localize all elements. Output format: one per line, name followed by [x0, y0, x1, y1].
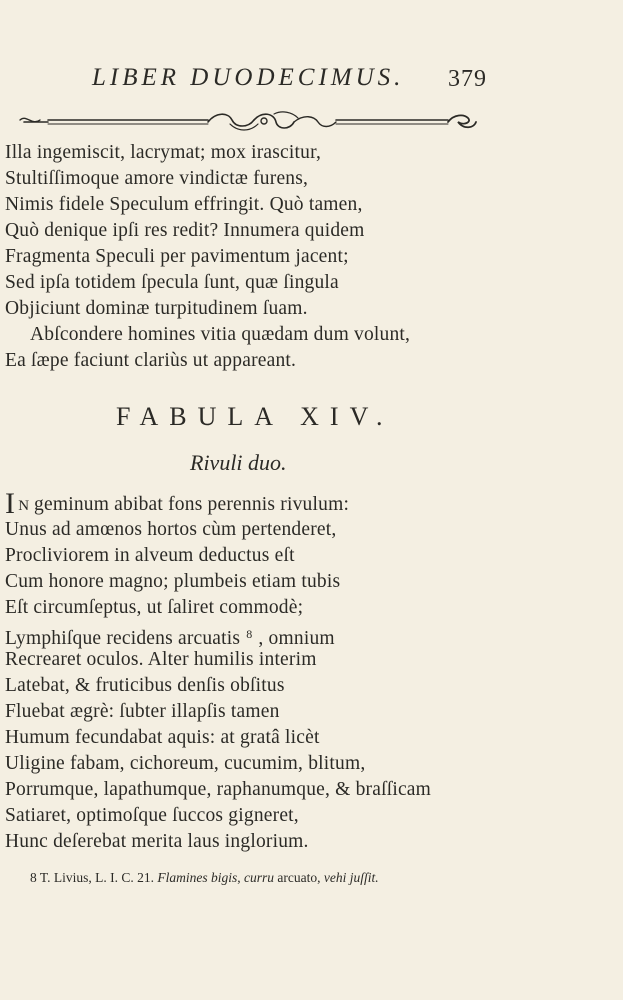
footnote-text: arcuato	[277, 870, 318, 885]
verse-line: Stultiſſimoque amore vindictæ furens,	[5, 168, 309, 189]
verse-line: Uligine fabam, cichoreum, cucumim, blitum,	[5, 753, 366, 774]
verse-text: geminum abibat fons perennis rivulum:	[34, 494, 350, 515]
footnote-citation: T. Livius, L. I. C. 21.	[39, 870, 155, 885]
verse-line: Quò denique ipſi res redit? Innumera quidem	[5, 220, 365, 241]
fable-subtitle: Rivuli duo.	[190, 450, 287, 475]
verse-line: Recrearet oculos. Alter humilis interim	[5, 649, 317, 670]
verse-line: Latebat, & fruticibus denſis obſitus	[5, 675, 285, 696]
page-header	[0, 64, 623, 98]
verse-line: Objiciunt dominæ turpitudinem ſuam.	[5, 298, 308, 319]
running-head: LIBER DUODECIMUS.	[92, 64, 405, 91]
ornament-rule-icon	[18, 108, 478, 138]
verse-line: Humum fecundabat aquis: at gratâ licèt	[5, 727, 320, 748]
footnote-marker: 8	[30, 870, 37, 885]
verse-line: Fluebat ægrè: ſubter illapſis tamen	[5, 701, 280, 722]
verse-line-with-note	[5, 621, 605, 647]
page-number: 379	[448, 66, 487, 92]
footnote-quote: curru	[244, 870, 275, 885]
verse-line-first	[5, 487, 605, 520]
verse-line: Procliviorem in alveum deductus eſt	[5, 545, 295, 566]
small-capital: N	[18, 498, 31, 514]
verse-line: Nimis fidele Speculum effringit. Quò tamen,	[5, 194, 363, 215]
footnote-reference[interactable]: 8	[246, 627, 253, 641]
verse-line: Cum honore magno; plumbeis etiam tubis	[5, 571, 341, 592]
verse-text: , omnium	[258, 628, 335, 649]
verse-line: Unus ad amœnos hortos cùm pertenderet,	[5, 519, 337, 540]
footnote-quote: vehi juſſit.	[323, 870, 379, 885]
moral-line: Abſcondere homines vitia quædam dum volunt,	[30, 324, 411, 345]
verse-line: Fragmenta Speculi per pavimentum jacent;	[5, 246, 349, 267]
footnote: 8 T. Livius, L. I. C. 21. Flamines bigis, curru arcuato, vehi juſſit.	[30, 870, 379, 885]
verse-line: Hunc deſerebat merita laus inglorium.	[5, 831, 309, 852]
verse-line: Satiaret, optimoſque ſuccos gigneret,	[5, 805, 299, 826]
fable-title: FABULA XIV.	[116, 402, 394, 431]
initial-capital: I	[5, 487, 16, 520]
verse-text: Lymphiſque recidens arcuatis	[5, 628, 241, 649]
verse-line: Porrumque, lapathumque, raphanumque, & braſſicam	[5, 779, 432, 800]
verse-line: Illa ingemiscit, lacrymat; mox irascitur,	[5, 142, 322, 163]
footnote-quote: Flamines bigis	[157, 870, 238, 885]
verse-line: Sed ipſa totidem ſpecula ſunt, quæ ſingula	[5, 272, 339, 293]
verse-line: Eſt circumſeptus, ut ſaliret commodè;	[5, 597, 304, 618]
moral-line: Ea ſæpe faciunt clariùs ut appareant.	[5, 350, 297, 371]
verse-block-fable	[5, 487, 605, 855]
verse-block-top	[5, 140, 605, 374]
